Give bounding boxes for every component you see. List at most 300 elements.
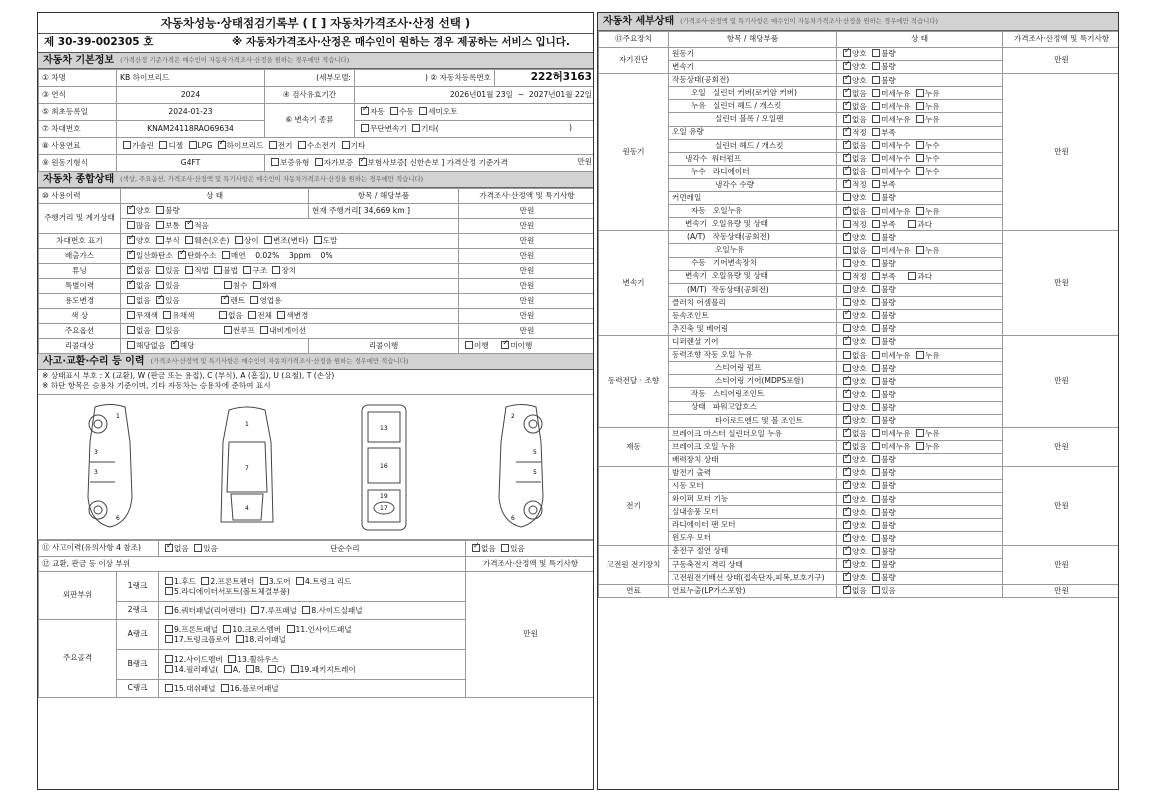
checkbox-part[interactable]: [165, 655, 173, 663]
col-use-history: ⑩ 사용이력: [39, 189, 121, 204]
car-diagrams: [38, 395, 593, 540]
checkbox-bad[interactable]: [872, 285, 880, 293]
checkbox-corrosion[interactable]: [156, 236, 164, 244]
document-subtitle: ※ 자동차가격조사·산정은 매수인이 원하는 경우 제공하는 서비스 입니다.: [232, 36, 570, 49]
price-cell: 만원: [459, 234, 595, 249]
checkbox-part[interactable]: [296, 577, 304, 585]
checkbox-different[interactable]: [235, 236, 243, 244]
transmission-options: [355, 104, 595, 121]
checkbox-none[interactable]: [472, 544, 480, 552]
checkbox-good[interactable]: [843, 534, 851, 542]
checkbox-bad[interactable]: [872, 311, 880, 319]
checkbox-few[interactable]: [185, 221, 193, 229]
detail-model-label: (세부모델:: [265, 70, 355, 87]
checkbox-structure[interactable]: [243, 266, 251, 274]
checkbox-exists[interactable]: [156, 326, 164, 334]
checkbox-none[interactable]: [165, 544, 173, 552]
checkbox-part[interactable]: [223, 625, 231, 633]
device-transmission: 변속기: [599, 231, 669, 336]
checkbox-flood[interactable]: [224, 281, 232, 289]
checkbox-bad[interactable]: [872, 481, 880, 489]
checkbox-none[interactable]: [843, 246, 851, 254]
inspection-record-left: [37, 12, 594, 790]
checkbox-none[interactable]: [843, 141, 851, 149]
checkbox-done[interactable]: [465, 341, 473, 349]
checkbox-leak[interactable]: [916, 207, 924, 215]
simple-repair-state: ✓ 없음 있음: [466, 541, 594, 557]
engine-type: G4FT: [117, 155, 265, 172]
car-front-top-diagram: [207, 402, 287, 532]
checkbox-good[interactable]: [843, 495, 851, 503]
svg-text:13: 13: [379, 424, 388, 432]
checkbox-not-done[interactable]: [501, 341, 509, 349]
checkbox-good[interactable]: [843, 573, 851, 581]
mileage-label: 주행거리 및 계기상태: [39, 204, 121, 234]
rank-a-items: 9.프론트패널 10.크로스멤버 11.인사이드패널 17.트렁크플로어 18.리어패널: [159, 620, 466, 650]
checkbox-minor-leak[interactable]: [872, 429, 880, 437]
checkbox-lacking[interactable]: [872, 128, 880, 136]
inspect-to: 2027년01월 22일: [528, 89, 592, 99]
accident-state: ✓ 없음 있음 단순수리: [159, 541, 466, 557]
checkbox-bad[interactable]: [872, 547, 880, 555]
options-state: 없음 있음 썬루프 내비게이션: [121, 324, 459, 339]
price-header: 가격조사·산정액 및 특기사항: [466, 557, 594, 572]
checkbox-achromatic[interactable]: [127, 311, 135, 319]
checkbox-none[interactable]: [127, 296, 135, 304]
checkbox-damage[interactable]: [185, 236, 193, 244]
checkbox-bad[interactable]: [872, 259, 880, 267]
checkbox-leak[interactable]: [916, 351, 924, 359]
checkbox-none[interactable]: [843, 115, 851, 123]
checkbox-leak[interactable]: [916, 154, 924, 162]
checkbox-manual[interactable]: [390, 107, 398, 115]
emission-co-value: 0.02%: [255, 251, 280, 261]
checkbox-part[interactable]: [165, 684, 173, 692]
checkbox-fuel-other[interactable]: [342, 141, 350, 149]
option-label: 보증유형: [280, 158, 310, 168]
checkbox-minor-leak[interactable]: [872, 167, 880, 175]
svg-text:17: 17: [379, 504, 388, 512]
checkbox-exists[interactable]: [156, 296, 164, 304]
checkbox-good[interactable]: [843, 311, 851, 319]
checkbox-good[interactable]: [843, 285, 851, 293]
checkbox-minor-leak[interactable]: [872, 154, 880, 162]
svg-text:5: 5: [532, 449, 537, 456]
special-history-state: ✓ 없음 있음 침수 화재: [121, 279, 459, 294]
checkbox-lacking[interactable]: [872, 180, 880, 188]
checkbox-bad[interactable]: [872, 324, 880, 332]
checkbox-smoke[interactable]: [222, 251, 230, 259]
checkbox-auto[interactable]: [361, 107, 369, 115]
checkbox-leak[interactable]: [916, 167, 924, 175]
checkbox-chromatic[interactable]: [163, 311, 171, 319]
checkbox-leak[interactable]: [916, 102, 924, 110]
checkbox-good[interactable]: [843, 403, 851, 411]
checkbox-device[interactable]: [272, 266, 280, 274]
section-title: 자동차 세부상태: [603, 16, 675, 27]
odometer-value: 34,669 km: [363, 205, 405, 215]
checkbox-part[interactable]: [287, 625, 295, 633]
color-state: 무채색 유채색 없음 전체 색변경: [121, 309, 459, 324]
checkbox-fire[interactable]: [253, 281, 261, 289]
checkbox-minor-leak[interactable]: [872, 351, 880, 359]
car-name-label: ① 차명: [39, 70, 117, 87]
checkbox-good[interactable]: [127, 236, 135, 244]
checkbox-exists[interactable]: [156, 281, 164, 289]
checkbox-minor-leak[interactable]: [872, 246, 880, 254]
col-state: 상 태: [837, 32, 1003, 48]
checkbox-part[interactable]: [221, 684, 229, 692]
checkbox-part[interactable]: [165, 606, 173, 614]
checkbox-part[interactable]: [201, 577, 209, 585]
section-overall-state: [38, 172, 593, 188]
checkbox-good[interactable]: [843, 390, 851, 398]
checkbox-good[interactable]: [843, 547, 851, 555]
checkbox-good[interactable]: [843, 468, 851, 476]
warranty-options: [265, 155, 595, 172]
checkbox-leak[interactable]: [916, 442, 924, 450]
svg-text:4: 4: [245, 505, 249, 512]
option-label: 수소전기: [306, 141, 337, 151]
checkbox-good[interactable]: [843, 233, 851, 241]
checkbox-part[interactable]: [260, 577, 268, 585]
checkbox-good[interactable]: [843, 481, 851, 489]
checkbox-bad[interactable]: [872, 337, 880, 345]
checkbox-part[interactable]: [251, 606, 259, 614]
checkbox-bad[interactable]: [872, 508, 880, 516]
transmission-options-2: [355, 121, 595, 138]
checkbox-altered[interactable]: [264, 236, 272, 244]
checkbox-bad[interactable]: [872, 76, 880, 84]
device-engine: 원동기: [599, 74, 669, 231]
checkbox-insurance-warranty[interactable]: [359, 158, 367, 166]
inspect-period-label: ④ 검사유효기간: [265, 87, 355, 104]
checkbox-minor-leak[interactable]: [872, 442, 880, 450]
checkbox-diesel[interactable]: [159, 141, 167, 149]
tuning-label: 튜닝: [39, 264, 121, 279]
mileage-state: ✓양호 불량: [121, 204, 309, 219]
checkbox-leak[interactable]: [916, 429, 924, 437]
rank-1-label: 1랭크: [117, 572, 159, 602]
checkbox-none[interactable]: [127, 326, 135, 334]
detail-state-table: ⑬주요장치 항목 / 해당부품 상 태 가격조사·산정액 및 특기사항 자기진단 원동기 ✓ 양호 불량 만원 변속기 ✓ 양호 불량 원동기 작동상태(공회전) ✓ 양호 불량 만원 오일 실린더 커버(로커암 커버) ✓ 없음 미세누유 누유 누유 실린더 헤드 / 개스킷 ✓ 없음 미세누유 누유 실린더 블록 / 오일팬 ✓ 없음 미세누유 누유 오일 유량 ✓ 적정 부족 실린더 헤드 / 개스킷 ✓ 없음 미세누수 누수 냉각수 워터펌프 ✓ 없음 미세누수 누수 누수 라디에이터 ✓ 없음 미세누수 누수 냉각수 수량 ✓ 적정 부족 커먼레일 양호 불량 자동 오일누유 ✓ 없음 미세누유 누유 변속기 오일유량 및 상태 적정 부족 과다 변속기 (A/T) 작동상태(공회전) ✓ 양호 불량 만원 오일누유 없음 미세누유 누유 수동 기어변속장치 양호 불량 변속기 오일유량 및 상태 적정 부족 과다 (M/T) 작동상태(공회전) 양호 불량 클러치 어셈블리 양호 불량 등속조인트 ✓ 양호 불량 추진축 및 베어링 양호 불량 동력전달 · 조향 디퍼렌셜 기어 ✓ 양호 불량 만원 동력조향 작동 오일 누유 없음 미세누유 누유 스티어링 펌프 양호 불량 스티어링 기어(MDPS포함) ✓ 양호 불량 작동 스티어링조인트 ✓ 양호 불량 상태 파워고압호스 양호 불량 타이로드엔드 및 볼 조인트 ✓ 양호 불량 제동 브레이크 마스터 실린더오일 누유 ✓ 없음 미세누유 누유 만원 브레이크 오일 누유 ✓ 없음 미세누유 누유 배력장치 상태 ✓ 양호 불량 전기 발전기 출력 ✓ 양호 불량 만원 시동 모터 ✓ 양호 불량 와이퍼 모터 기능 ✓ 양호 불량 실내송풍 모터 ✓ 양호 불량 라디에이터 팬 모터 ✓ 양호 불량 윈도우 모터 ✓ 양호 불량 고전원 전기장치 충전구 절연 상태 ✓ 양호 불량 만원 구동축전지 격리 상태 ✓ 양호 불량 고전원전기배선 상태(접속단자,피복,보호기구) ✓ 양호 불량 연료 연료누출(LP가스포함) ✓ 없음 있음 만원: [598, 31, 1119, 598]
checkbox-bad[interactable]: [872, 377, 880, 385]
checkbox-exists[interactable]: [501, 544, 509, 552]
checkbox-bad[interactable]: [872, 62, 880, 70]
recall-label: 리콜대상: [39, 339, 121, 354]
simple-repair-label: 단순수리: [330, 543, 360, 553]
vin-display-state: ✓ 양호 부식 훼손(오손) 상이 변조(변타) 도말: [121, 234, 459, 249]
checkbox-bad[interactable]: [872, 468, 880, 476]
device-hv-electrical: 고전원 전기장치: [599, 545, 669, 584]
car-side-right-diagram: [481, 402, 561, 532]
checkbox-part[interactable]: [165, 625, 173, 633]
svg-text:5: 5: [532, 469, 537, 476]
checkbox-lacking[interactable]: [872, 272, 880, 280]
section-note: (색상, 주요옵션, 가격조사·산정액 및 특기사항은 매수인이 자동차가격조사·산정을 원하는 경우에만 적습니다): [120, 174, 424, 183]
checkbox-minor-leak[interactable]: [872, 102, 880, 110]
checkbox-bad[interactable]: [872, 390, 880, 398]
checkbox-part[interactable]: [165, 635, 173, 643]
checkbox-leak[interactable]: [916, 141, 924, 149]
odometer-close: ]: [407, 205, 410, 215]
option-label: 하이브리드: [226, 141, 264, 151]
accident-label: ⑪ 사고이력(유의사항 4 참조): [39, 541, 159, 557]
checkbox-business[interactable]: [250, 296, 258, 304]
checkbox-leak[interactable]: [916, 89, 924, 97]
accident-table: [38, 540, 594, 698]
checkbox-hydrogen[interactable]: [298, 141, 306, 149]
price-cell: 만원: [459, 279, 595, 294]
fuel-options: [117, 138, 595, 155]
emission-state: ✓ 일산화탄소 ✓탄화수소 매연 0.02% 3ppm 0%: [121, 249, 459, 264]
checkbox-exists[interactable]: [156, 266, 164, 274]
checkbox-proper[interactable]: [843, 272, 851, 280]
device-electrical: 전기: [599, 467, 669, 546]
checkbox-excess[interactable]: [908, 220, 916, 228]
checkbox-good[interactable]: [843, 521, 851, 529]
checkbox-good[interactable]: [843, 76, 851, 84]
section-note: (가격조사·산정액 및 특기사항은 매수인이 자동차가격조사·산정을 원하는 경우에만 적습니다): [680, 16, 938, 25]
option-label: 자동: [370, 107, 385, 117]
option-label: LPG: [197, 141, 213, 151]
inspection-record-right: [597, 12, 1119, 790]
registration-number: 222허3163: [495, 70, 595, 87]
price-cell: 만원: [1003, 336, 1120, 428]
checkbox-cvt[interactable]: [361, 124, 369, 132]
device-power-steering: 동력전달 · 조향: [599, 336, 669, 428]
checkbox-none[interactable]: [843, 89, 851, 97]
close-paren: ): [569, 123, 572, 133]
col-price: 가격조사·산정액 및 특기사항: [459, 189, 595, 204]
svg-text:6: 6: [116, 515, 121, 522]
checkbox-many[interactable]: [127, 221, 135, 229]
checkbox-hc[interactable]: [178, 251, 186, 259]
car-side-left-diagram: [70, 402, 150, 532]
checkbox-good[interactable]: [843, 324, 851, 332]
col-price: 가격조사·산정액 및 특기사항: [1003, 32, 1120, 48]
checkbox-not-applicable[interactable]: [127, 341, 135, 349]
checkbox-bad[interactable]: [872, 573, 880, 581]
odometer-label: 현재 주행거리[: [312, 205, 362, 215]
checkbox-bad[interactable]: [872, 560, 880, 568]
checkbox-sunroof[interactable]: [224, 326, 232, 334]
checkbox-none[interactable]: [843, 207, 851, 215]
option-label: 기타: [350, 141, 366, 151]
checkbox-minor-leak[interactable]: [872, 89, 880, 97]
price-cell: 만원: [1003, 584, 1120, 597]
section-accident-history: [38, 354, 593, 370]
checkbox-stolen[interactable]: [314, 236, 322, 244]
checkbox-bad[interactable]: [872, 364, 880, 372]
checkbox-part[interactable]: [224, 665, 232, 673]
checkbox-part[interactable]: [246, 665, 254, 673]
checkbox-lpg[interactable]: [189, 141, 197, 149]
tuning-state: ✓ 없음 있음 적법 불법 구조 장치: [121, 264, 459, 279]
checkbox-good[interactable]: [843, 416, 851, 424]
checkbox-navigation[interactable]: [260, 326, 268, 334]
won-unit: 만원: [577, 157, 592, 167]
special-history-label: 특별이력: [39, 279, 121, 294]
checkbox-illegal[interactable]: [214, 266, 222, 274]
checkbox-good[interactable]: [127, 206, 135, 214]
fuel-label: ⑧ 사용연료: [39, 138, 117, 155]
checkbox-none[interactable]: [843, 586, 851, 594]
checkbox-good[interactable]: [843, 364, 851, 372]
vin: KNAM24118RAO69634: [117, 121, 265, 138]
checkbox-good[interactable]: [843, 508, 851, 516]
price-cell: 만원: [466, 572, 594, 698]
accident-legend: [38, 370, 593, 395]
checkbox-good[interactable]: [843, 560, 851, 568]
checkbox-electric[interactable]: [269, 141, 277, 149]
checkbox-legal[interactable]: [185, 266, 193, 274]
col-item: 항목 / 해당부품: [669, 32, 837, 48]
device-fuel: 연료: [599, 584, 669, 597]
checkbox-minor-leak[interactable]: [872, 207, 880, 215]
document-title: 자동차성능·상태점검기록부 ( [ ] 자동차가격조사·산정 선택 ): [38, 13, 593, 34]
option-label: 보험사보증[ 신한손보 ]: [367, 158, 445, 168]
checkbox-part[interactable]: [302, 606, 310, 614]
checkbox-leak[interactable]: [916, 246, 924, 254]
checkbox-part[interactable]: [165, 577, 173, 585]
price-cell: 만원: [1003, 545, 1120, 584]
color-label: 색 상: [39, 309, 121, 324]
checkbox-good[interactable]: [843, 298, 851, 306]
checkbox-bad[interactable]: [872, 193, 880, 201]
reg-no-label: ) ② 자동차등록번호: [355, 70, 495, 87]
checkbox-leak[interactable]: [916, 115, 924, 123]
checkbox-part[interactable]: [228, 655, 236, 663]
checkbox-none[interactable]: [843, 154, 851, 162]
emission-hc-value: 3ppm: [288, 251, 311, 261]
overall-state-table: [38, 188, 594, 354]
checkbox-color-change[interactable]: [277, 311, 285, 319]
checkbox-bad[interactable]: [872, 455, 880, 463]
checkbox-warranty-type[interactable]: [271, 158, 279, 166]
price-cell: 만원: [459, 204, 595, 219]
checkbox-part[interactable]: [291, 665, 299, 673]
checkbox-applicable[interactable]: [171, 341, 179, 349]
svg-text:1: 1: [116, 413, 121, 420]
checkbox-bad[interactable]: [872, 521, 880, 529]
inspect-period: [355, 87, 595, 104]
checkbox-full[interactable]: [248, 311, 256, 319]
svg-text:19: 19: [379, 492, 388, 500]
checkbox-excess[interactable]: [908, 272, 916, 280]
checkbox-good[interactable]: [843, 455, 851, 463]
section-basic-info: [38, 53, 593, 69]
option-label: 자가보증: [323, 158, 354, 168]
recall-state: 해당없음 ✓해당: [121, 339, 309, 354]
checkbox-none[interactable]: [843, 442, 851, 450]
rank-2-label: 2랭크: [117, 602, 159, 620]
legend-symbols: ※ 상태표시 부호 : X (교환), W (판금 또는 용접), C (부식), A (흠집), U (요철), T (손상): [42, 371, 335, 380]
checkbox-exists[interactable]: [194, 544, 202, 552]
section-note: (가격산정 기준가격은 매수인이 자동차가격조사·산정을 원하는 경우에만 적습니다): [120, 55, 350, 64]
checkbox-bad[interactable]: [872, 416, 880, 424]
checkbox-bad[interactable]: [872, 233, 880, 241]
price-cell: 만원: [1003, 231, 1120, 336]
year-label: ③ 연식: [39, 87, 117, 104]
checkbox-bad[interactable]: [156, 206, 164, 214]
basic-info-table: [38, 69, 594, 172]
checkbox-none[interactable]: [219, 311, 227, 319]
checkbox-minor-leak[interactable]: [872, 115, 880, 123]
checkbox-good[interactable]: [843, 193, 851, 201]
inspect-tilde: ~: [517, 89, 525, 99]
checkbox-other[interactable]: [412, 124, 420, 132]
document-number-row: [38, 34, 593, 53]
checkbox-proper[interactable]: [843, 180, 851, 188]
checkbox-none[interactable]: [127, 266, 135, 274]
rank-c-items: 15.대쉬패널 16.플로어패널: [159, 680, 466, 698]
checkbox-none[interactable]: [843, 351, 851, 359]
rank-a-label: A랭크: [117, 620, 159, 650]
checkbox-none[interactable]: [843, 429, 851, 437]
checkbox-minor-leak[interactable]: [872, 141, 880, 149]
checkbox-proper[interactable]: [843, 128, 851, 136]
checkbox-bad[interactable]: [872, 495, 880, 503]
checkbox-part[interactable]: [236, 635, 244, 643]
option-label: 기타(: [421, 124, 439, 134]
checkbox-good[interactable]: [843, 377, 851, 385]
checkbox-good[interactable]: [843, 49, 851, 57]
checkbox-bad[interactable]: [872, 298, 880, 306]
checkbox-proper[interactable]: [843, 220, 851, 228]
price-cell: 만원: [459, 324, 595, 339]
checkbox-bad[interactable]: [872, 49, 880, 57]
rank-2-items: 6.쿼터패널(리어펜더) 7.루프패널 8.사이드실패널: [159, 602, 466, 620]
exchange-label: ⑫ 교환, 판금 등 이상 부위: [39, 557, 466, 572]
checkbox-exists[interactable]: [872, 586, 880, 594]
checkbox-part[interactable]: [268, 665, 276, 673]
price-cell: 만원: [459, 309, 595, 324]
device-self-diagnosis: 자기진단: [599, 48, 669, 74]
checkbox-good[interactable]: [843, 337, 851, 345]
inspect-from: 2026년01월 23일: [449, 89, 513, 99]
checkbox-none[interactable]: [127, 281, 135, 289]
checkbox-semi-auto[interactable]: [419, 107, 427, 115]
checkbox-good[interactable]: [843, 62, 851, 70]
checkbox-bad[interactable]: [872, 534, 880, 542]
emission-smoke-value: 0%: [320, 251, 333, 261]
checkbox-self-warranty[interactable]: [315, 158, 323, 166]
svg-text:3: 3: [94, 469, 99, 476]
checkbox-bad[interactable]: [872, 403, 880, 411]
checkbox-none[interactable]: [843, 167, 851, 175]
checkbox-good[interactable]: [843, 259, 851, 267]
checkbox-none[interactable]: [843, 102, 851, 110]
recall-item: 리콜이행: [309, 339, 459, 354]
price-cell: 만원: [1003, 427, 1120, 466]
checkbox-hybrid[interactable]: [218, 141, 226, 149]
checkbox-normal[interactable]: [156, 221, 164, 229]
section-title: 자동차 종합상태: [43, 174, 115, 185]
checkbox-rental[interactable]: [221, 296, 229, 304]
recall-done-state: 이행 ✓미이행: [459, 339, 595, 354]
price-cell: 만원: [1003, 48, 1120, 74]
usage-change-label: 용도변경: [39, 294, 121, 309]
checkbox-co[interactable]: [127, 251, 135, 259]
checkbox-gasoline[interactable]: [123, 141, 131, 149]
checkbox-part[interactable]: [165, 587, 173, 595]
checkbox-part[interactable]: [165, 665, 173, 673]
price-cell: 만원: [1003, 467, 1120, 546]
checkbox-lacking[interactable]: [872, 220, 880, 228]
section-title: 자동차 기본정보: [43, 55, 115, 66]
device-brake: 제동: [599, 427, 669, 466]
